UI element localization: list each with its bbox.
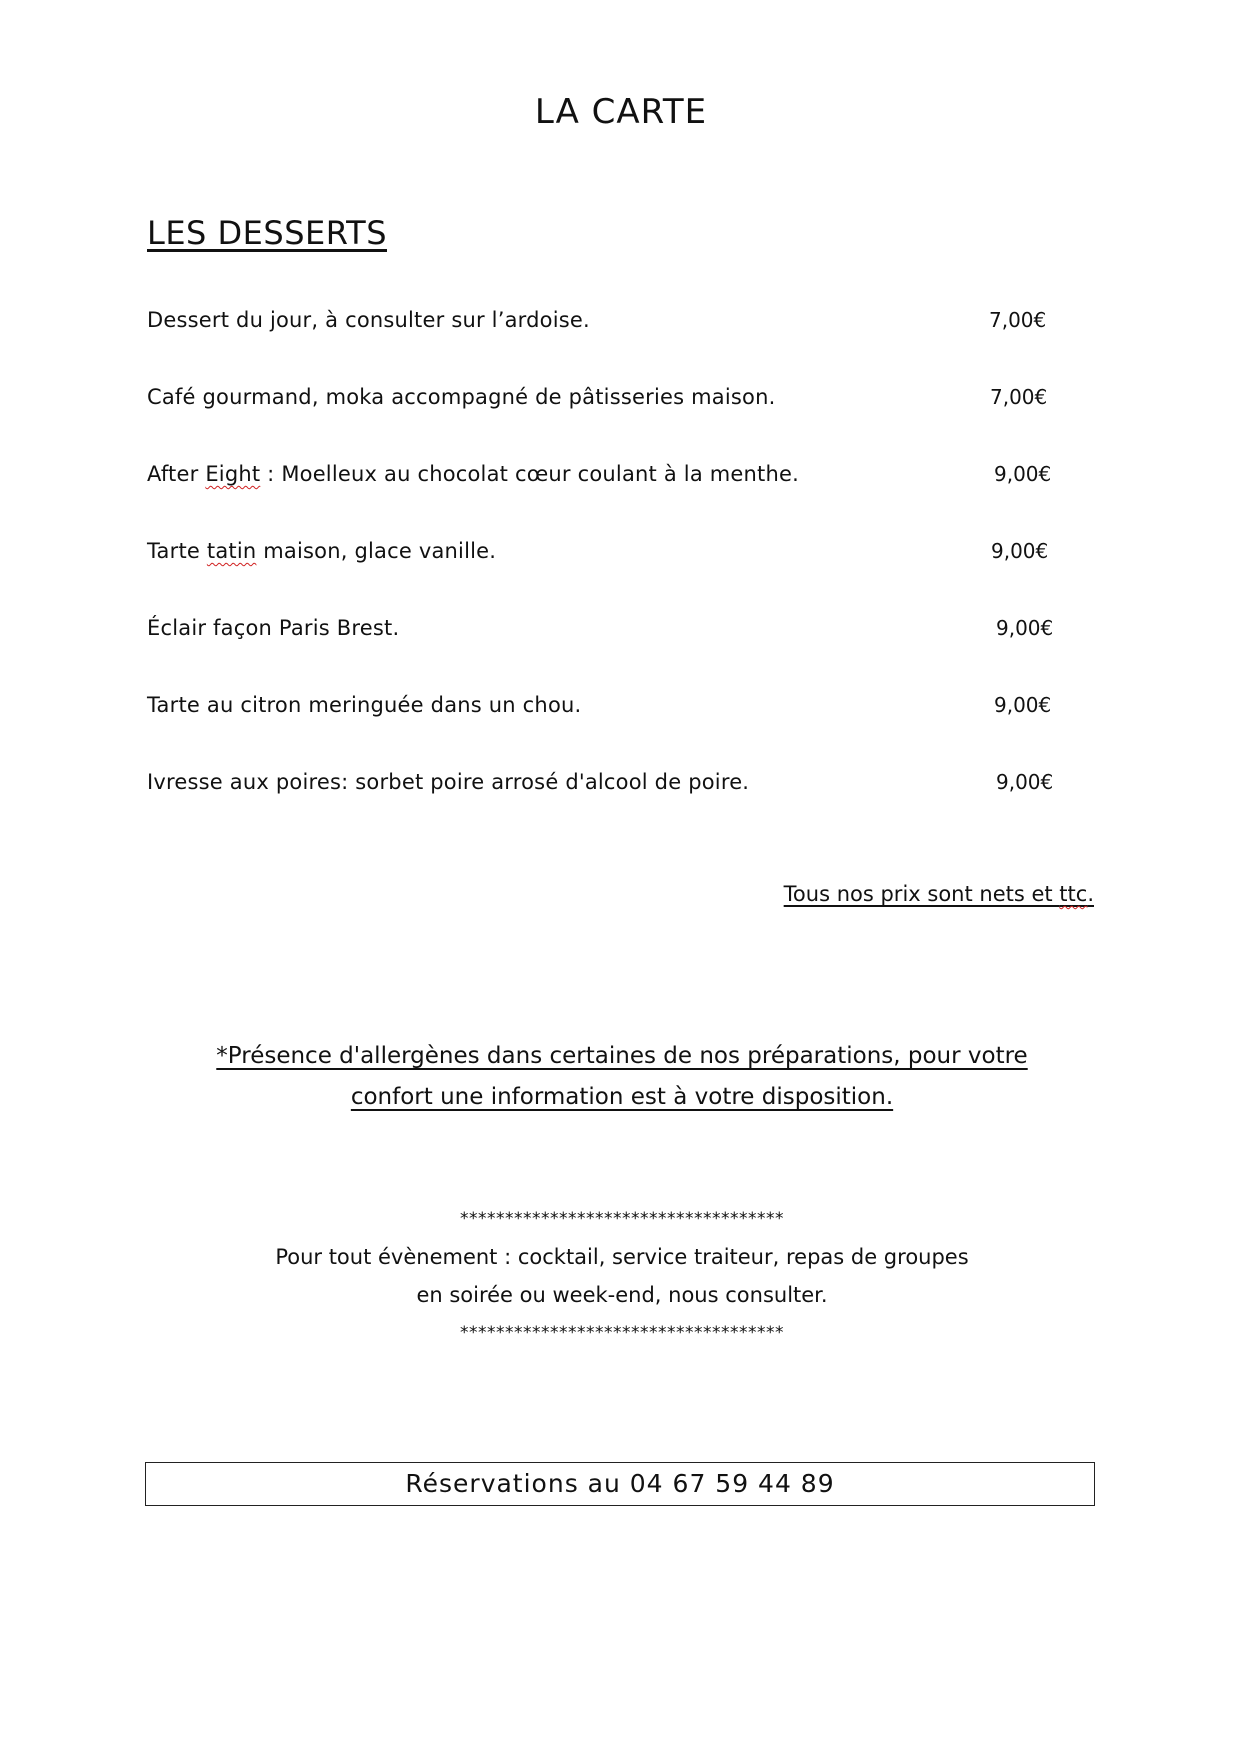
allergen-note-line: *Présence d'allergènes dans certaines de nos préparations, pour votre	[216, 1043, 1028, 1069]
menu-item-price: 9,00€	[994, 693, 1052, 717]
menu-item-name: Tarte tatin maison, glace vanille.	[147, 539, 497, 563]
menu-item	[147, 608, 1097, 685]
allergen-note	[147, 1036, 1097, 1118]
menu-item-price: 9,00€	[994, 462, 1052, 486]
spellcheck-flagged-word: tatin	[206, 539, 257, 563]
allergen-note-line: confort une information est à votre disposition.	[350, 1084, 894, 1110]
spellcheck-flagged-word: ttc	[1059, 882, 1088, 906]
taxes-note: Tous nos prix sont nets et ttc.	[783, 882, 1094, 906]
decorative-stars-divider: ************************************	[460, 1323, 784, 1343]
menu-item	[147, 762, 1097, 839]
events-line: en soirée ou week-end, nous consulter.	[416, 1283, 828, 1307]
menu-item-price: 9,00€	[996, 770, 1054, 794]
menu-item-price: 7,00€	[990, 385, 1048, 409]
menu-item	[147, 377, 1097, 454]
reservation-box: Réservations au 04 67 59 44 89	[145, 1462, 1095, 1506]
menu-item-name: Tarte au citron meringuée dans un chou.	[147, 693, 582, 717]
menu-item-price: 9,00€	[991, 539, 1049, 563]
menu-item	[147, 454, 1097, 531]
menu-item-price: 7,00€	[989, 308, 1047, 332]
page-title: LA CARTE	[534, 92, 708, 132]
dessert-list	[147, 300, 1097, 839]
decorative-stars-divider: ************************************	[460, 1209, 784, 1229]
menu-item-name: Éclair façon Paris Brest.	[147, 616, 400, 640]
events-notice	[147, 1200, 1097, 1352]
section-heading-desserts: LES DESSERTS	[147, 214, 387, 252]
events-line: Pour tout évènement : cocktail, service traiteur, repas de groupes	[275, 1245, 969, 1269]
menu-item-name: Ivresse aux poires: sorbet poire arrosé d'alcool de poire.	[147, 770, 750, 794]
menu-item-price: 9,00€	[996, 616, 1054, 640]
menu-item-name: Dessert du jour, à consulter sur l’ardoise.	[147, 308, 590, 332]
menu-item	[147, 531, 1097, 608]
spellcheck-flagged-word: Eight	[205, 462, 261, 486]
menu-item-name: Café gourmand, moka accompagné de pâtisseries maison.	[147, 385, 776, 409]
menu-item	[147, 685, 1097, 762]
menu-item-name: After Eight : Moelleux au chocolat cœur coulant à la menthe.	[147, 462, 799, 486]
menu-item	[147, 300, 1097, 377]
